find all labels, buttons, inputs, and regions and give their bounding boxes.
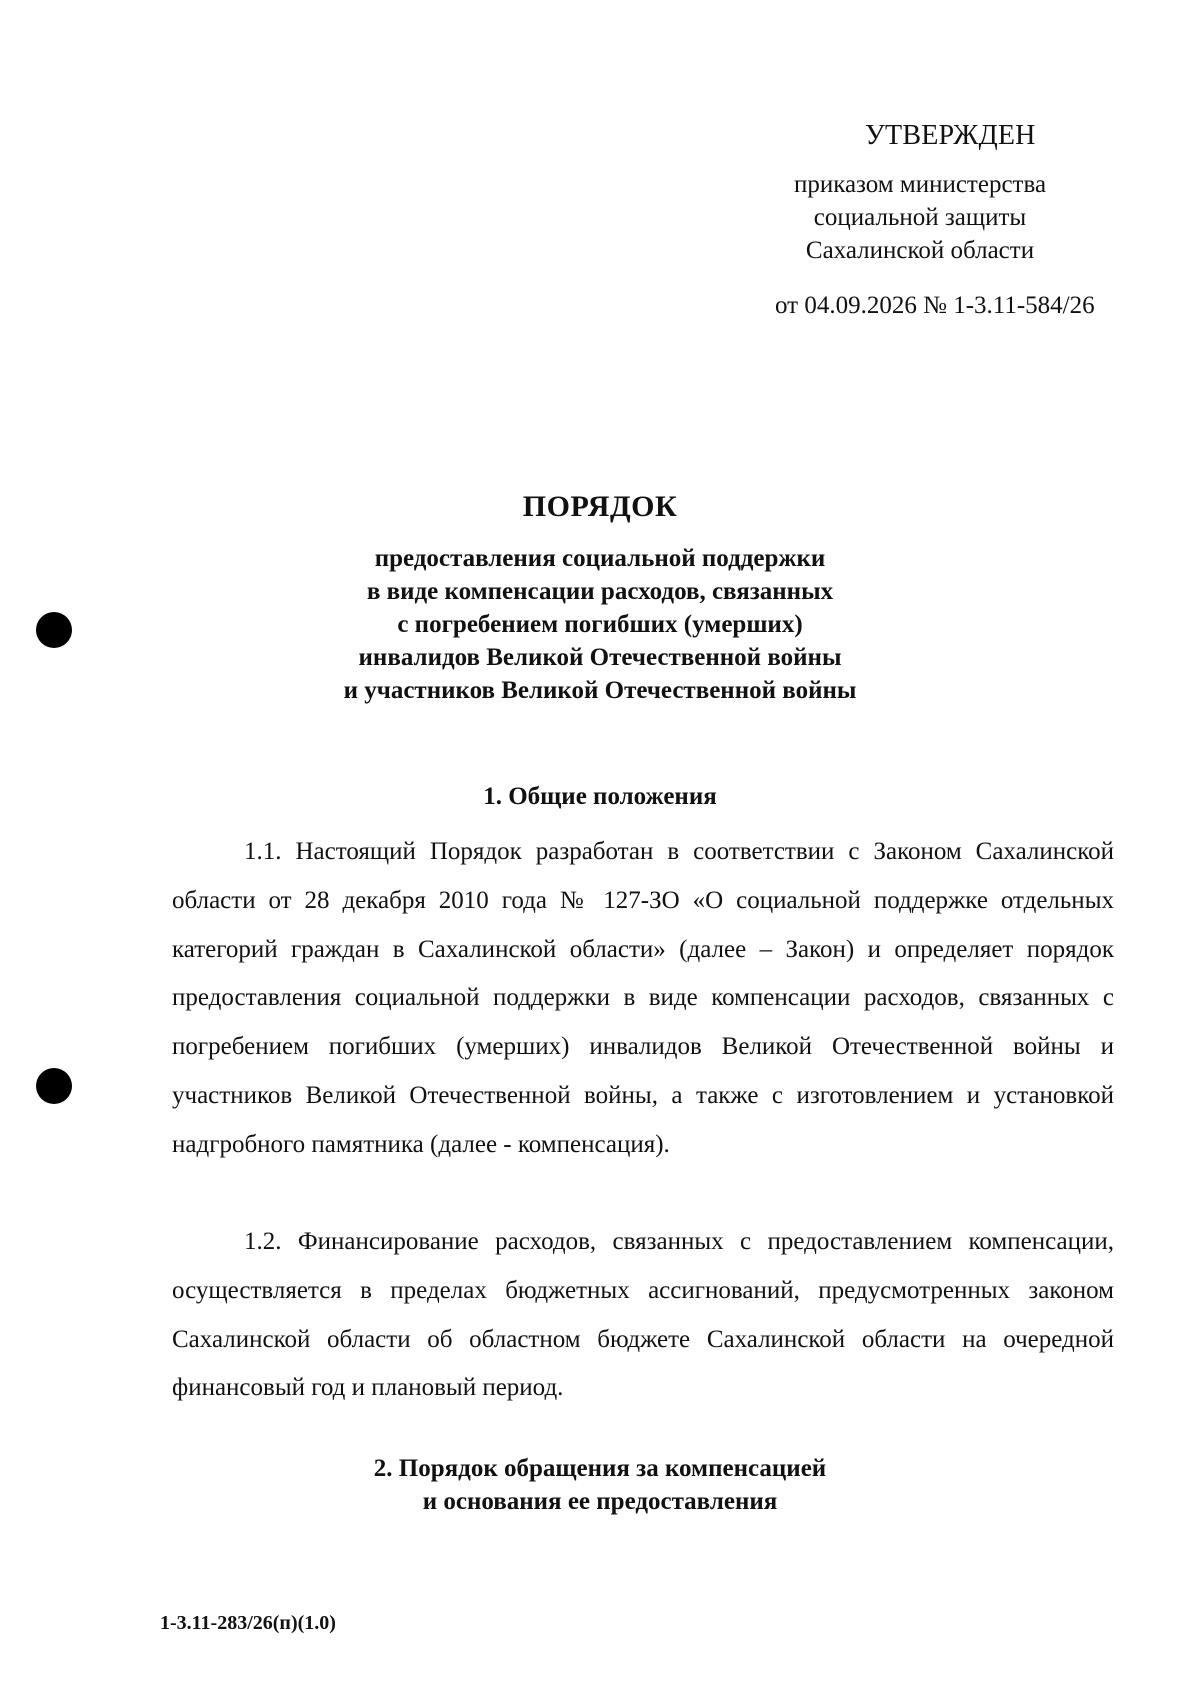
subtitle-line: инвалидов Великой Отечественной войны [358, 644, 842, 671]
document-title: ПОРЯДОК [522, 490, 678, 523]
approval-line: Сахалинской области [805, 237, 1035, 264]
document-footer-code: 1-3.11-283/26(п)(1.0) [160, 1612, 336, 1634]
subtitle-line: с погребением погибших (умерших) [397, 611, 803, 638]
punch-hole-mark [36, 1068, 72, 1104]
paragraph-1-2: 1.2. Финансирование расходов, связанных с предоставлением компенсации, осуществляется в пределах бюджетных ассигнований, предусмотренных законом Сахалинской области об областном бюджете Сахалинской области на очередной финансовый год и плановый период. [172, 1228, 1114, 1402]
approval-date-number: от 04.09.2026 № 1-3.11-584/26 [775, 292, 1095, 319]
approval-authority [740, 168, 1100, 267]
subtitle-line: в виде компенсации расходов, связанных [366, 578, 834, 605]
section-1-heading: 1. Общие положения [483, 783, 717, 810]
section-2-heading-line: 2. Порядок обращения за компенсацией [373, 1455, 827, 1482]
section-2-heading-line: и основания ее предоставления [422, 1488, 778, 1515]
approval-line: социальной защиты [813, 204, 1027, 231]
approval-heading: УТВЕРЖДЕН [865, 120, 1036, 151]
subtitle-line: и участников Великой Отечественной войны [343, 677, 857, 704]
subtitle-line: предоставления социальной поддержки [374, 545, 826, 572]
punch-hole-mark [36, 612, 72, 648]
approval-line: приказом министерства [793, 171, 1047, 198]
document-subtitle [300, 542, 900, 707]
section-2-heading [0, 1452, 1200, 1518]
paragraph-1-1: 1.1. Настоящий Порядок разработан в соответствии с Законом Сахалинской области от 28 декабря 2010 года № 127-ЗО «О социальной поддержке отдельных категорий граждан в Сахалинской области» (далее – Закон) и определяет порядок предоставления социальной поддержки в виде компенсации расходов, связанных с погребением погибших (умерших) инвалидов Великой Отечественной войны и участников Великой Отечественной войны, а также с изготовлением и установкой надгробного памятника (далее - компенсация). [172, 838, 1114, 1158]
